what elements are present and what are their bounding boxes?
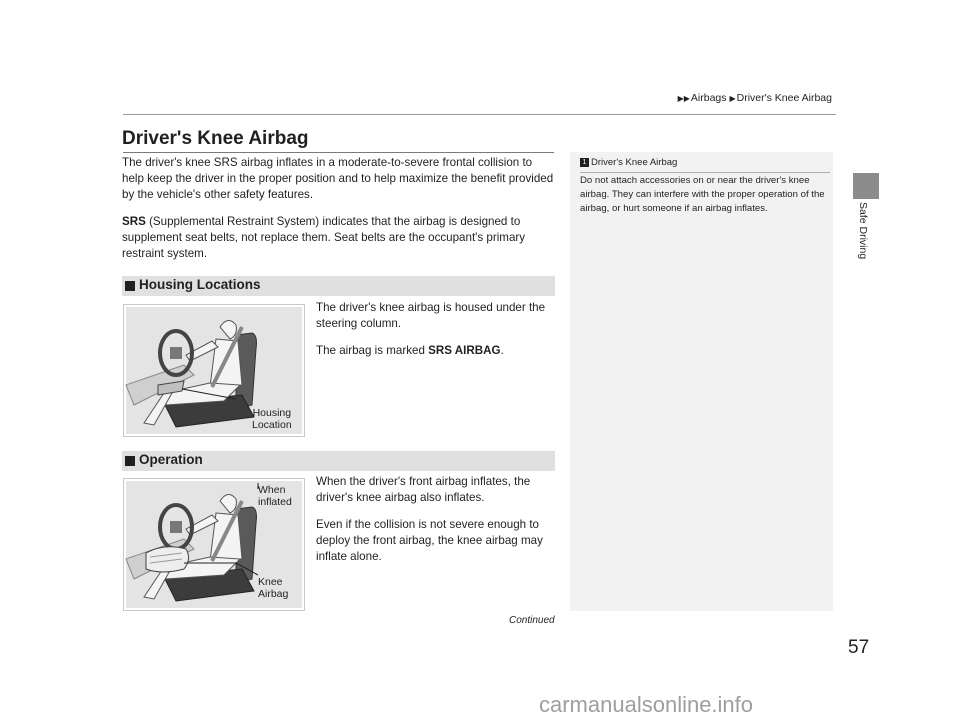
section-square-icon (125, 456, 135, 466)
section-title: Housing Locations (139, 277, 261, 292)
chapter-tab-label: Safe Driving (857, 202, 869, 260)
header-divider (123, 114, 836, 115)
watermark: carmanualsonline.info (539, 692, 754, 717)
section-title: Operation (139, 452, 203, 467)
continued-label: Continued (509, 615, 555, 626)
breadcrumb (678, 92, 832, 104)
callout-line: Knee (258, 576, 283, 588)
srs-description: (Supplemental Restraint System) indicates that the airbag is designed to supplement seat belts, not replace them. Seat belts are the occupant's primary restraint system. (122, 215, 526, 260)
housing-illustration (123, 304, 305, 437)
when-inflated-callout (258, 484, 292, 508)
housing-text-2 (316, 343, 556, 359)
breadcrumb-level2[interactable]: Driver's Knee Airbag (736, 92, 832, 104)
housing-location-callout (252, 407, 292, 431)
title-divider (123, 152, 554, 153)
page-number: 57 (848, 637, 870, 658)
breadcrumb-separator-icon: ▶ (729, 94, 736, 103)
housing-text-2-prefix: The airbag is marked (316, 344, 429, 357)
operation-description (316, 474, 556, 565)
srs-airbag-marking: SRS AIRBAG (428, 344, 501, 357)
side-note-title (580, 157, 677, 168)
chapter-tab (853, 202, 879, 282)
chapter-tab-marker (853, 173, 879, 199)
operation-text-2: Even if the collision is not severe enough to deploy the front airbag, the knee airbag may inflate alone. (316, 518, 543, 563)
note-number-icon: 1 (580, 158, 589, 167)
section-header-housing (122, 276, 555, 296)
srs-term: SRS (122, 215, 146, 228)
side-note-title-text: Driver's Knee Airbag (591, 157, 678, 168)
callout-line: Location (252, 419, 292, 431)
page-title: Driver's Knee Airbag (122, 128, 309, 149)
housing-text-2-suffix: . (500, 344, 504, 357)
housing-text-1: The driver's knee airbag is housed under the steering column. (316, 301, 546, 330)
side-note-body: Do not attach accessories on or near the driver's knee airbag. They can interfere with the proper operation of the airbag, or hurt someone if an airbag inflates. (580, 175, 825, 214)
breadcrumb-arrow-icon: ▶▶ (677, 94, 690, 103)
section-header-operation (122, 451, 555, 471)
callout-line: inflated (258, 496, 292, 508)
operation-text-1: When the driver's front airbag inflates, the driver's knee airbag also inflates. (316, 475, 531, 504)
srs-paragraph (122, 214, 556, 262)
breadcrumb-level1[interactable]: Airbags (690, 92, 727, 104)
side-note-divider (580, 172, 830, 173)
knee-airbag-callout (258, 576, 288, 600)
side-note-panel (570, 152, 833, 611)
callout-line: When (258, 484, 286, 496)
callout-line: Airbag (258, 588, 289, 600)
callout-line: Housing (252, 407, 292, 419)
housing-description (316, 300, 556, 359)
intro-paragraph: The driver's knee SRS airbag inflates in a moderate-to-severe frontal collision to help keep the driver in the proper position and to help maximize the benefit provided by the vehicle's other safety features. (122, 156, 554, 201)
operation-illustration (123, 478, 305, 611)
section-square-icon (125, 281, 135, 291)
